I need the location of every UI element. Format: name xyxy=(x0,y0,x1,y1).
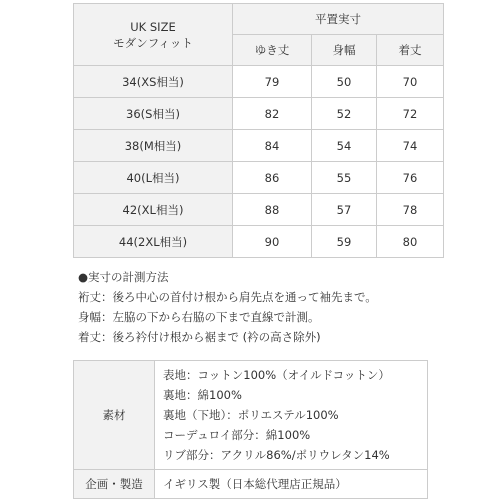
body-width-value: 52 xyxy=(312,98,377,130)
material-line-outer: 表地：コットン100%（オイルドコットン） xyxy=(163,368,390,382)
material-label: 素材 xyxy=(74,361,155,470)
column-header-sleeve-length: ゆき丈 xyxy=(233,35,312,66)
material-line-underlining: 裏地（下地）：ポリエステル100% xyxy=(163,408,339,422)
sleeve-length-value: 79 xyxy=(233,66,312,98)
size-label: 42(XL相当) xyxy=(74,194,233,226)
size-label: 38(M相当) xyxy=(74,130,233,162)
uk-size-label: UK SIZE xyxy=(130,19,176,34)
size-label: 40(L相当) xyxy=(74,162,233,194)
body-width-value: 50 xyxy=(312,66,377,98)
size-label: 44(2XL相当) xyxy=(74,226,233,258)
body-width-value: 55 xyxy=(312,162,377,194)
table-row xyxy=(74,226,444,258)
body-width-value: 59 xyxy=(312,226,377,258)
table-row xyxy=(74,66,444,98)
body-length-value: 76 xyxy=(377,162,444,194)
material-line-corduroy: コーデュロイ部分：綿100% xyxy=(163,428,311,442)
material-line-lining: 裏地：綿100% xyxy=(163,388,242,402)
spec-table xyxy=(73,360,428,499)
measurement-notes xyxy=(78,267,377,347)
sleeve-length-value: 84 xyxy=(233,130,312,162)
note-body-width: 身幅：左脇の下から右脇の下まで直線で計測。 xyxy=(78,310,320,324)
measurement-notes-title: ●実寸の計測方法 xyxy=(78,270,169,284)
size-label: 36(S相当) xyxy=(74,98,233,130)
note-sleeve-length: 裄丈：後ろ中心の首付け根から肩先点を通って袖先まで。 xyxy=(78,290,377,304)
size-table xyxy=(73,3,444,258)
modern-fit-label: モダンフィット xyxy=(113,35,193,50)
sleeve-length-value: 88 xyxy=(233,194,312,226)
material-line-rib: リブ部分：アクリル86%/ポリウレタン14% xyxy=(163,448,390,462)
table-row xyxy=(74,194,444,226)
column-header-body-length: 着丈 xyxy=(377,35,444,66)
sleeve-length-value: 86 xyxy=(233,162,312,194)
sleeve-length-value: 90 xyxy=(233,226,312,258)
body-length-value: 78 xyxy=(377,194,444,226)
body-length-value: 80 xyxy=(377,226,444,258)
body-length-value: 72 xyxy=(377,98,444,130)
note-body-length: 着丈：後ろ衿付け根から裾まで (衿の高さ除外) xyxy=(78,330,321,344)
origin-label: 企画・製造 xyxy=(74,470,155,499)
body-width-value: 57 xyxy=(312,194,377,226)
table-row xyxy=(74,130,444,162)
body-width-value: 54 xyxy=(312,130,377,162)
material-details xyxy=(155,361,428,470)
body-length-value: 74 xyxy=(377,130,444,162)
sleeve-length-value: 82 xyxy=(233,98,312,130)
size-column-header xyxy=(74,4,233,66)
body-length-value: 70 xyxy=(377,66,444,98)
origin-value: イギリス製（日本総代理店正規品） xyxy=(155,470,428,499)
table-row xyxy=(74,98,444,130)
flat-measurement-header: 平置実寸 xyxy=(233,4,444,35)
table-row xyxy=(74,162,444,194)
size-label: 34(XS相当) xyxy=(74,66,233,98)
column-header-body-width: 身幅 xyxy=(312,35,377,66)
